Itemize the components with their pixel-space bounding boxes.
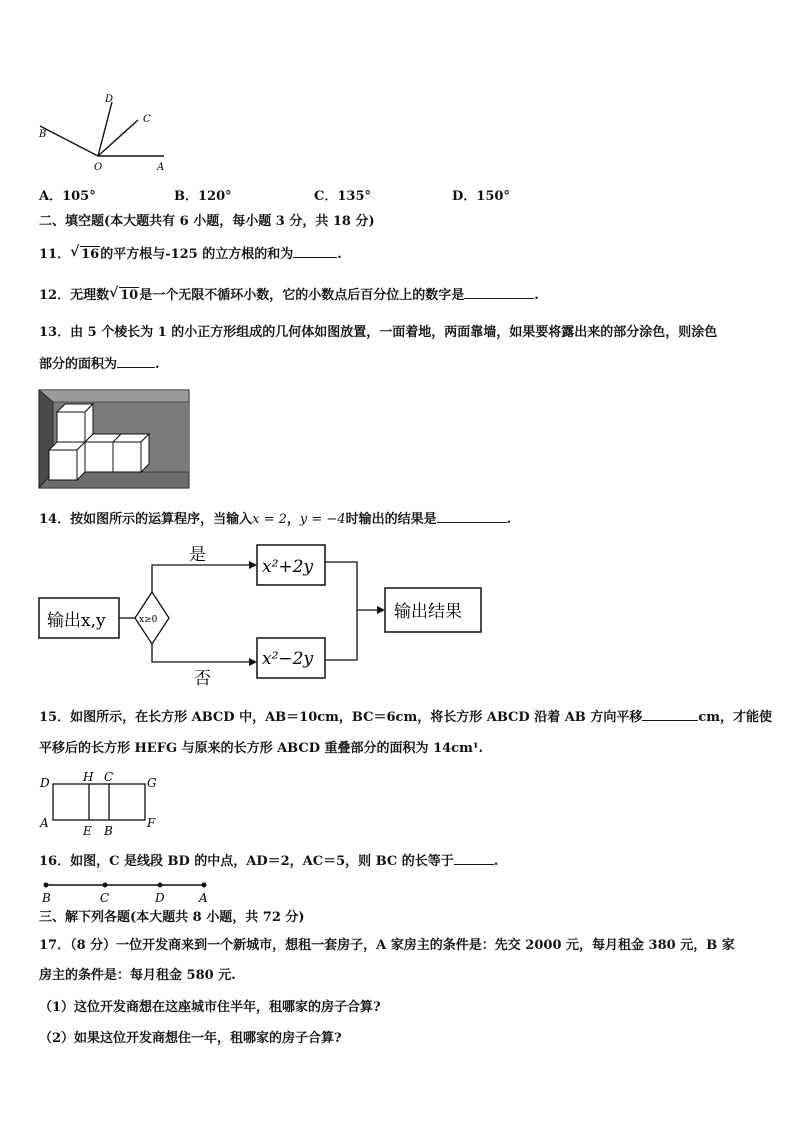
ray-od [98,102,112,156]
condition-label: x≥0 [139,615,158,625]
angle-figure [30,88,180,178]
answer-blank-15 [642,708,698,721]
question-11: 11． √ 16的平方根与-125 的立方根的和为 . [39,244,342,262]
answer-blank-14 [437,510,507,523]
label-h: H [83,770,94,784]
label-d: D [105,94,114,105]
bottom-formula-label: x²−2y [262,649,314,669]
input-box-label: 输出x,y [47,611,106,631]
question-15-line1: 15．如图所示，在长方形 ABCD 中，AB＝10cm，BC＝6cm，将长方形 ABCD 沿着 AB 方向平移 cm，才能使 [39,710,772,725]
question-14: 14．按如图所示的运算程序，当输入x = 2，y = −4时输出的结果是 . [39,512,512,527]
option-d: D．150° [452,189,510,204]
yes-label: 是 [189,545,206,565]
label-g: G [147,776,157,790]
label-b: B [42,891,51,905]
label-b: B [104,824,113,838]
point-b [44,883,49,888]
question-13-line1: 13．由 5 个棱长为 1 的小正方形组成的几何体如图放置，一面着地，两面靠墙，如果要将露出来的部分涂色，则涂色 [39,325,718,340]
section3-title: 三、解下列各题(本大题共 8 小题，共 72 分) [39,910,305,925]
label-a: A [157,162,165,173]
label-f: F [147,816,156,830]
point-c [103,883,108,888]
label-c: C [104,770,114,784]
label-b: B [39,129,47,140]
question-12: 12．无理数 √ 10是一个无限不循环小数，它的小数点后百分位上的数字是 . [39,285,539,303]
label-d: D [40,776,50,790]
label-d: D [155,891,165,905]
question-17-line2: 房主的条件是：每月租金 580 元. [39,968,236,983]
answer-blank-12 [464,286,534,299]
top-formula-label: x²+2y [262,557,314,577]
cube-figure [39,390,191,490]
ray-ob [40,126,98,156]
question-13-line2: 部分的面积为 . [39,357,160,372]
label-c: C [100,891,110,905]
question-16: 16．如图，C 是线段 BD 的中点，AD＝2，AC＝5，则 BC 的长等于 . [39,854,499,869]
label-a: A [40,816,49,830]
output-box-label: 输出结果 [394,602,462,622]
flowchart [39,540,489,690]
rectangle-figure [38,770,162,840]
option-a: A．105° [39,189,96,204]
question-17-sub2: （2）如果这位开发商想住一年，租哪家的房子合算? [39,1031,342,1046]
no-label: 否 [194,669,211,689]
point-a [202,883,207,888]
ray-oc [98,120,138,156]
option-c: C．135° [314,189,371,204]
label-o: O [94,162,103,173]
question-17-sub1: （1）这位开发商想在这座城市住半年，租哪家的房子合算? [39,1000,381,1015]
question-17-line1: 17．（8 分）一位开发商来到一个新城市，想租一套房子，A 家房主的条件是：先交 2000 元，每月租金 380 元，B 家 [39,938,735,953]
label-e: E [83,824,92,838]
label-a: A [199,891,208,905]
sqrt-16: √ 16 [70,244,100,262]
question-15-line2: 平移后的长方形 HEFG 与原来的长方形 ABCD 重叠部分的面积为 14cm¹. [39,741,484,756]
section2-title: 二、填空题(本大题共有 6 小题，每小题 3 分，共 18 分) [39,214,375,229]
answer-blank-13 [117,355,155,368]
option-b: B．120° [174,189,232,204]
answer-blank-11 [293,245,337,258]
answer-blank-16 [454,852,494,865]
sqrt-10: √ 10 [109,285,139,303]
point-d [158,883,163,888]
label-c: C [143,114,151,125]
segment-figure [38,878,218,906]
